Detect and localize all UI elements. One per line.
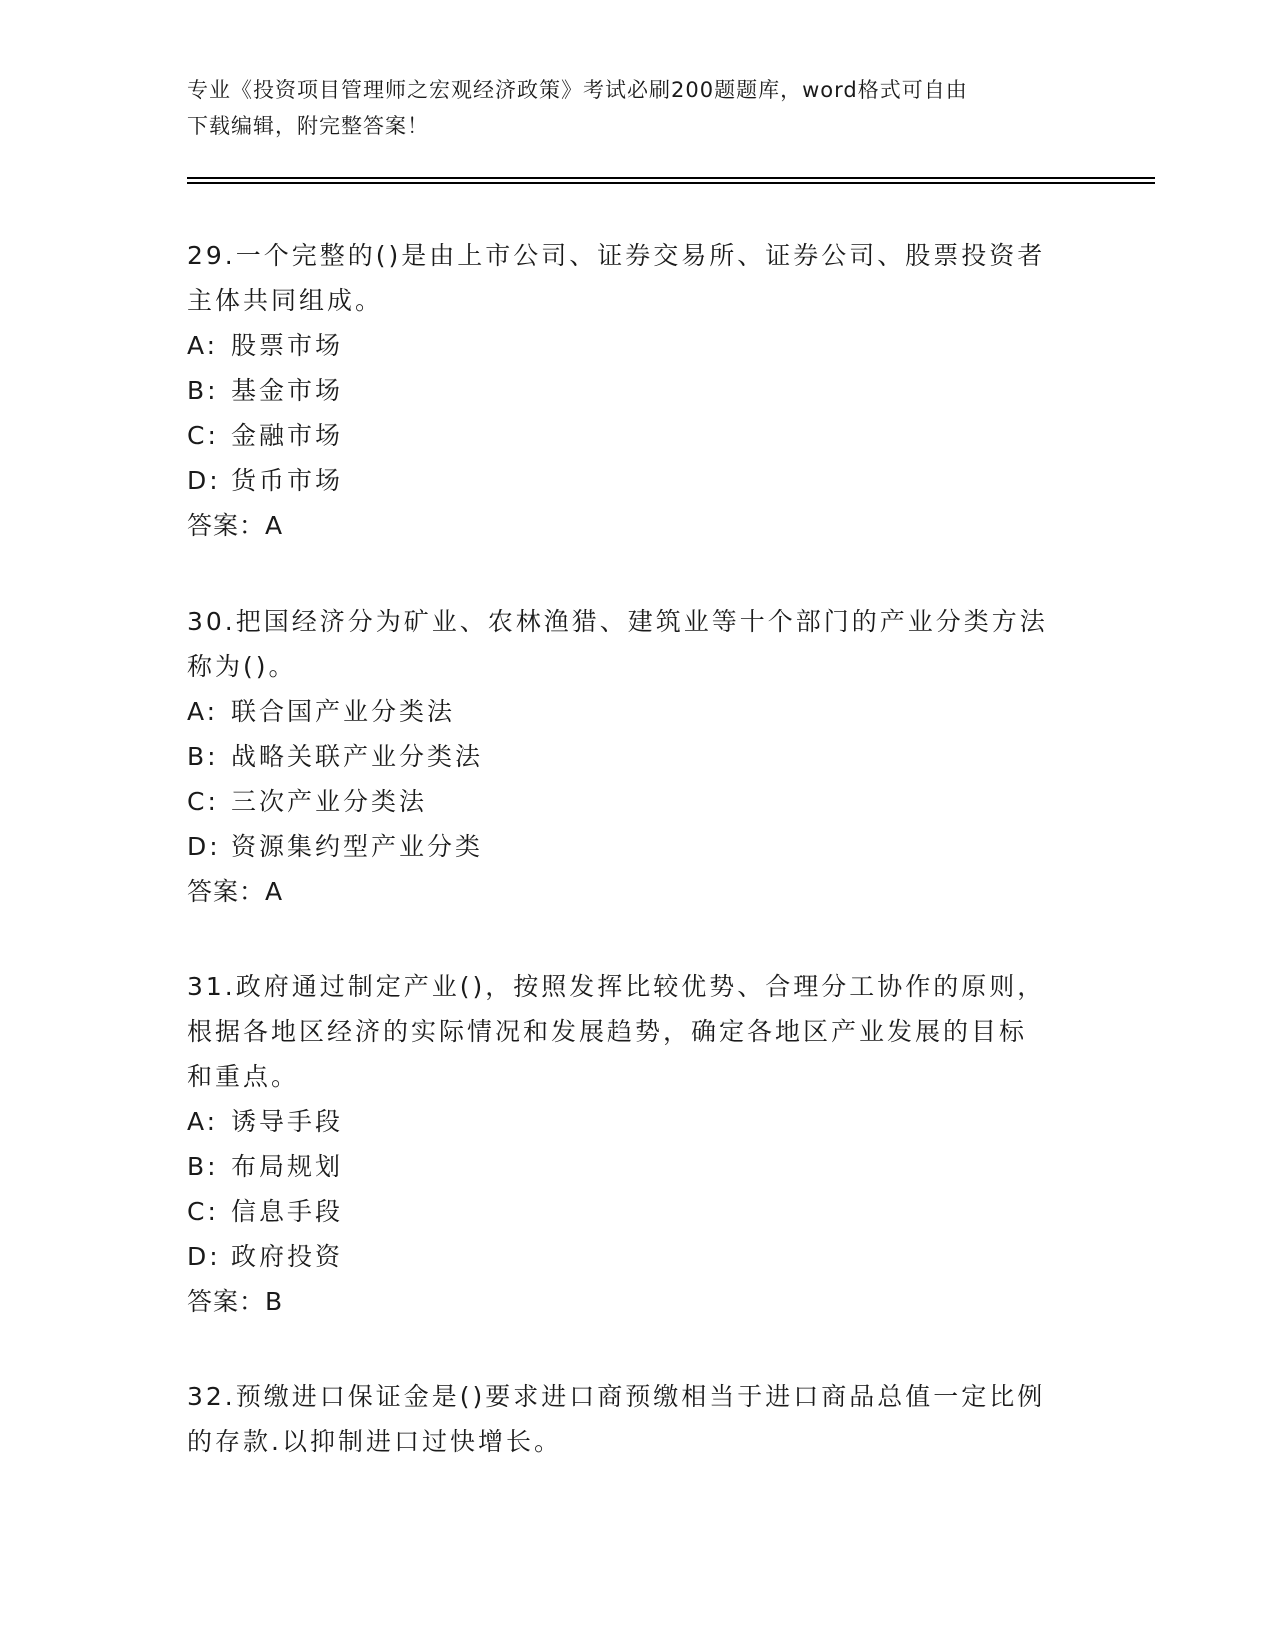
stem-line: 称为()。 <box>187 652 297 681</box>
question-stem <box>187 1374 1087 1464</box>
answer-label: 答案： <box>187 1287 266 1316</box>
option-text: 基金市场 <box>231 376 344 405</box>
header-divider-top <box>187 177 1155 179</box>
answer-value: B <box>265 1287 284 1316</box>
option-letter: C: <box>187 421 219 450</box>
option-letter: B: <box>187 1152 219 1181</box>
answer-value: A <box>265 511 284 540</box>
option-letter: A: <box>187 1107 219 1136</box>
option-b <box>187 1144 1087 1189</box>
option-letter: A: <box>187 331 219 360</box>
option-text: 三次产业分类法 <box>231 787 428 816</box>
answer-label: 答案： <box>187 511 266 540</box>
option-letter: C: <box>187 1197 219 1226</box>
option-c <box>187 1189 1087 1234</box>
answer-line <box>187 869 1087 914</box>
header-line-1: 专业《投资项目管理师之宏观经济政策》考试必刷200题题库，word格式可自由 <box>187 78 968 102</box>
option-text: 金融市场 <box>231 421 344 450</box>
stem-line: 32.预缴进口保证金是()要求进口商预缴相当于进口商品总值一定比例 <box>187 1382 1046 1411</box>
answer-value: A <box>265 877 284 906</box>
option-letter: D: <box>187 466 221 495</box>
answer-line <box>187 503 1087 548</box>
question-31 <box>187 964 1087 1324</box>
option-list <box>187 1099 1087 1279</box>
option-letter: A: <box>187 697 219 726</box>
option-c <box>187 779 1087 824</box>
option-text: 货币市场 <box>231 466 344 495</box>
option-c <box>187 413 1087 458</box>
option-a <box>187 1099 1087 1144</box>
header-line-2: 下载编辑，附完整答案！ <box>187 114 429 138</box>
option-list <box>187 323 1087 503</box>
answer-line <box>187 1279 1087 1324</box>
question-30 <box>187 599 1087 914</box>
option-letter: C: <box>187 787 219 816</box>
answer-label: 答案： <box>187 877 266 906</box>
stem-line: 和重点。 <box>187 1062 300 1091</box>
option-letter: D: <box>187 1242 221 1271</box>
option-b <box>187 734 1087 779</box>
header-divider-bottom <box>187 182 1155 184</box>
option-b <box>187 368 1087 413</box>
option-d <box>187 458 1087 503</box>
option-list <box>187 689 1087 869</box>
option-text: 资源集约型产业分类 <box>231 832 484 861</box>
stem-line: 根据各地区经济的实际情况和发展趋势，确定各地区产业发展的目标 <box>187 1017 1028 1046</box>
stem-line: 30.把国经济分为矿业、农林渔猎、建筑业等十个部门的产业分类方法 <box>187 607 1048 636</box>
question-32 <box>187 1374 1087 1464</box>
question-29 <box>187 233 1087 548</box>
option-text: 股票市场 <box>231 331 344 360</box>
option-d <box>187 1234 1087 1279</box>
option-a <box>187 323 1087 368</box>
option-text: 联合国产业分类法 <box>231 697 456 726</box>
question-stem <box>187 599 1087 689</box>
stem-line: 29.一个完整的()是由上市公司、证券交易所、证券公司、股票投资者 <box>187 241 1046 270</box>
option-a <box>187 689 1087 734</box>
option-text: 战略关联产业分类法 <box>231 742 484 771</box>
question-stem <box>187 233 1087 323</box>
option-d <box>187 824 1087 869</box>
question-stem <box>187 964 1087 1099</box>
option-text: 政府投资 <box>231 1242 344 1271</box>
stem-line: 31.政府通过制定产业()，按照发挥比较优势、合理分工协作的原则， <box>187 972 1046 1001</box>
option-letter: B: <box>187 742 219 771</box>
option-text: 布局规划 <box>231 1152 344 1181</box>
option-letter: B: <box>187 376 219 405</box>
option-text: 诱导手段 <box>231 1107 344 1136</box>
option-letter: D: <box>187 832 221 861</box>
option-text: 信息手段 <box>231 1197 344 1226</box>
stem-line: 主体共同组成。 <box>187 286 384 315</box>
document-header <box>187 72 1077 144</box>
stem-line: 的存款.以抑制进口过快增长。 <box>187 1427 562 1456</box>
